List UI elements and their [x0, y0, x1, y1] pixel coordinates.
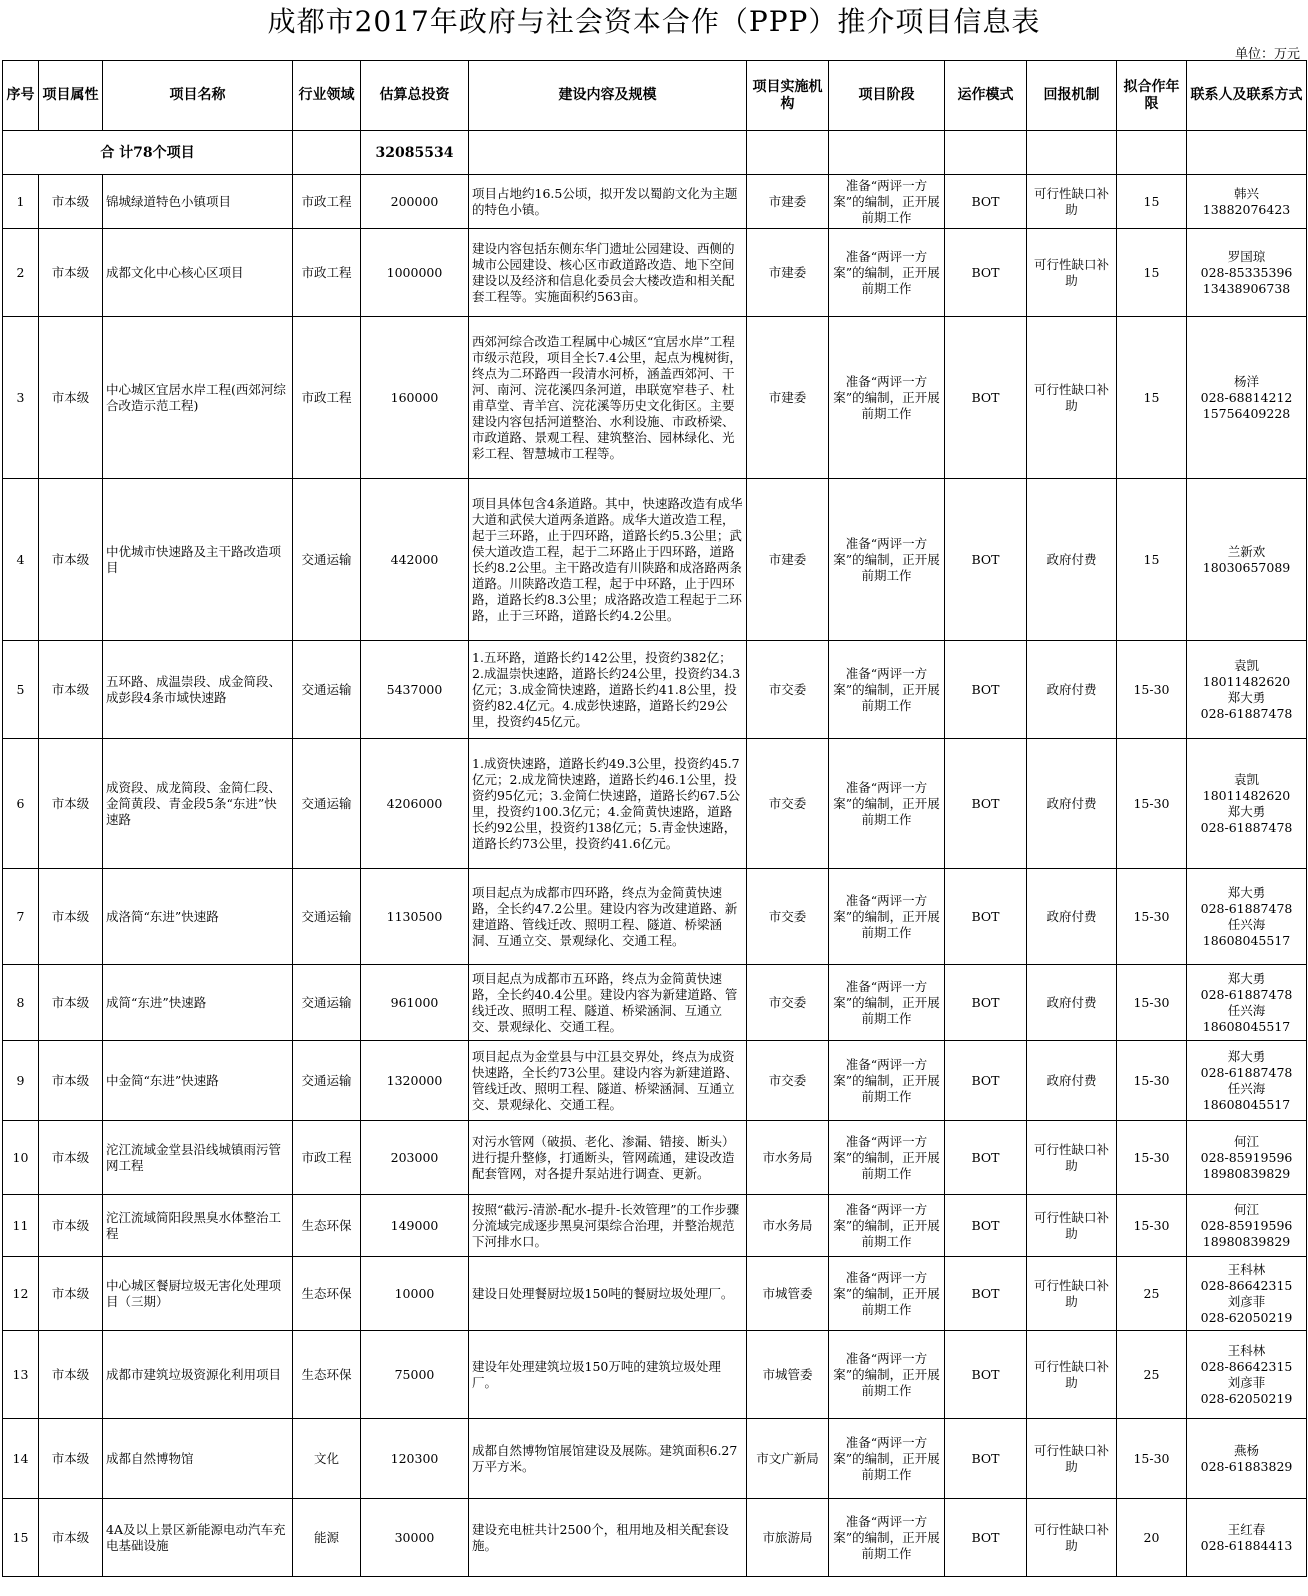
cell-content: 项目起点为金堂县与中江县交界处，终点为成资快速路，全长约73公里。建设内容为新建道路、管线迁改、照明工程、隧道、桥梁涵洞、互通立交、景观绿化、交通工程。 — [469, 1041, 747, 1121]
cell-stage: 准备“两评一方案”的编制，正开展前期工作 — [829, 175, 945, 229]
cell-mode: BOT — [945, 739, 1027, 869]
cell-industry: 交通运输 — [293, 739, 361, 869]
contact-line: 13438906738 — [1202, 280, 1291, 296]
header-seq: 序号 — [3, 61, 39, 131]
header-attr: 项目属性 — [39, 61, 103, 131]
contact-line: 18011482620 — [1202, 787, 1291, 803]
cell-invest: 5437000 — [361, 641, 469, 739]
cell-industry: 文化 — [293, 1419, 361, 1499]
header-agency: 项目实施机构 — [747, 61, 829, 131]
cell-content: 成都自然博物馆展馆建设及展陈。建筑面积6.27万平方米。 — [469, 1419, 747, 1499]
cell-name: 成资段、成龙简段、金简仁段、金简黄段、青金段5条“东进”快速路 — [103, 739, 293, 869]
cell-mode: BOT — [945, 1121, 1027, 1195]
cell-agency: 市建委 — [747, 175, 829, 229]
contact-line: 028-86642315 — [1200, 1277, 1293, 1293]
cell-years: 15-30 — [1117, 1121, 1187, 1195]
cell-content: 项目起点为成都市五环路，终点为金简黄快速路，全长约40.4公里。建设内容为新建道路、管线迁改、照明工程、隧道、桥梁涵洞、互通立交、景观绿化、交通工程。 — [469, 965, 747, 1041]
cell-return: 可行性缺口补助 — [1027, 1499, 1117, 1577]
table-row — [3, 1257, 1307, 1331]
cell-attr: 市本级 — [39, 1195, 103, 1257]
cell-contact — [1187, 317, 1307, 479]
cell-mode: BOT — [945, 965, 1027, 1041]
cell-mode: BOT — [945, 1041, 1027, 1121]
cell-agency: 市交委 — [747, 641, 829, 739]
cell-content: 建设内容包括东侧东华门遗址公园建设、西侧的城市公园建设、核心区市政道路改造、地下空间建设以及经济和信息化委员会大楼改造和相关配套工程等。实施面积约563亩。 — [469, 229, 747, 317]
cell-industry: 市政工程 — [293, 1121, 361, 1195]
cell-stage: 准备“两评一方案”的编制，正开展前期工作 — [829, 1195, 945, 1257]
contact-line: 郑大勇 — [1227, 970, 1266, 986]
cell-stage: 准备“两评一方案”的编制，正开展前期工作 — [829, 1419, 945, 1499]
cell-attr: 市本级 — [39, 1257, 103, 1331]
cell-years: 15-30 — [1117, 1195, 1187, 1257]
cell-years: 15-30 — [1117, 965, 1187, 1041]
cell-return: 政府付费 — [1027, 479, 1117, 641]
cell-contact — [1187, 739, 1307, 869]
contact-line: 袁凯 — [1233, 657, 1259, 673]
cell-name: 成都市建筑垃圾资源化利用项目 — [103, 1331, 293, 1419]
cell-name: 沱江流域金堂县沿线城镇雨污管网工程 — [103, 1121, 293, 1195]
header-stage: 项目阶段 — [829, 61, 945, 131]
cell-years: 15-30 — [1117, 1419, 1187, 1499]
total-empty-cell — [829, 131, 945, 175]
total-empty-cell — [1187, 131, 1307, 175]
cell-years: 15 — [1117, 479, 1187, 641]
contact-line: 杨洋 — [1233, 373, 1259, 389]
cell-years: 20 — [1117, 1499, 1187, 1577]
contact-line: 028-85335396 — [1200, 264, 1293, 280]
cell-industry: 能源 — [293, 1499, 361, 1577]
cell-seq: 8 — [3, 965, 39, 1041]
cell-attr: 市本级 — [39, 641, 103, 739]
cell-name: 五环路、成温崇段、成金简段、成彭段4条市域快速路 — [103, 641, 293, 739]
table-row — [3, 1041, 1307, 1121]
cell-return: 可行性缺口补助 — [1027, 1419, 1117, 1499]
cell-content: 建设日处理餐厨垃圾150吨的餐厨垃圾处理厂。 — [469, 1257, 747, 1331]
contact-line: 任兴海 — [1227, 1080, 1266, 1096]
cell-return: 可行性缺口补助 — [1027, 317, 1117, 479]
cell-invest: 1130500 — [361, 869, 469, 965]
contact-line: 028-68814212 — [1200, 389, 1293, 405]
total-empty-cell — [945, 131, 1027, 175]
cell-seq: 5 — [3, 641, 39, 739]
cell-seq: 2 — [3, 229, 39, 317]
cell-invest: 200000 — [361, 175, 469, 229]
cell-stage: 准备“两评一方案”的编制，正开展前期工作 — [829, 1257, 945, 1331]
cell-attr: 市本级 — [39, 739, 103, 869]
cell-return: 政府付费 — [1027, 739, 1117, 869]
table-row — [3, 1121, 1307, 1195]
cell-agency: 市建委 — [747, 229, 829, 317]
header-years: 拟合作年限 — [1117, 61, 1187, 131]
contact-line: 郑大勇 — [1227, 803, 1266, 819]
contact-line: 15756409228 — [1202, 405, 1291, 421]
table-row — [3, 175, 1307, 229]
cell-seq: 12 — [3, 1257, 39, 1331]
cell-stage: 准备“两评一方案”的编制，正开展前期工作 — [829, 317, 945, 479]
table-row — [3, 1419, 1307, 1499]
cell-mode: BOT — [945, 641, 1027, 739]
cell-return: 政府付费 — [1027, 1041, 1117, 1121]
total-empty-cell — [747, 131, 829, 175]
cell-agency: 市交委 — [747, 739, 829, 869]
total-row — [3, 131, 1307, 175]
cell-seq: 3 — [3, 317, 39, 479]
cell-invest: 149000 — [361, 1195, 469, 1257]
cell-attr: 市本级 — [39, 1041, 103, 1121]
cell-attr: 市本级 — [39, 1499, 103, 1577]
contact-line: 13882076423 — [1202, 201, 1291, 217]
cell-invest: 30000 — [361, 1499, 469, 1577]
cell-years: 25 — [1117, 1257, 1187, 1331]
cell-mode: BOT — [945, 479, 1027, 641]
contact-line: 18608045517 — [1202, 932, 1291, 948]
contact-line: 罗国琼 — [1227, 248, 1266, 264]
project-table — [2, 60, 1307, 1577]
cell-return: 可行性缺口补助 — [1027, 1195, 1117, 1257]
cell-name: 锦城绿道特色小镇项目 — [103, 175, 293, 229]
cell-return: 政府付费 — [1027, 641, 1117, 739]
cell-agency: 市水务局 — [747, 1121, 829, 1195]
page-title: 成都市2017年政府与社会资本合作（PPP）推介项目信息表 — [267, 5, 1041, 38]
contact-line: 028-85919596 — [1200, 1217, 1293, 1233]
contact-line: 028-61887478 — [1200, 1064, 1293, 1080]
contact-line: 028-61887478 — [1200, 819, 1293, 835]
cell-mode: BOT — [945, 1257, 1027, 1331]
cell-years: 15-30 — [1117, 641, 1187, 739]
cell-stage: 准备“两评一方案”的编制，正开展前期工作 — [829, 1331, 945, 1419]
contact-line: 18980839829 — [1202, 1233, 1291, 1249]
cell-name: 中心城区餐厨垃圾无害化处理项目（三期） — [103, 1257, 293, 1331]
contact-line: 任兴海 — [1227, 1002, 1266, 1018]
table-row — [3, 317, 1307, 479]
cell-content: 西郊河综合改造工程属中心城区“宜居水岸”工程市级示范段，项目全长7.4公里，起点为槐树街，终点为二环路西一段清水河桥，涵盖西郊河、干河、南河、浣花溪四条河道，串联宽窄巷子、杜甫草堂、青羊宫、浣花溪等历史文化街区。主要建设内容包括河道整治、水利设施、市政桥梁、市政道路、景观工程、建筑整治、园林绿化、光彩工程、智慧城市工程等。 — [469, 317, 747, 479]
cell-contact — [1187, 175, 1307, 229]
cell-content: 项目起点为成都市四环路，终点为金简黄快速路，全长约47.2公里。建设内容为改建道路、新建道路、管线迁改、照明工程、隧道、桥梁涵洞、互通立交、景观绿化、交通工程。 — [469, 869, 747, 965]
cell-seq: 6 — [3, 739, 39, 869]
cell-invest: 442000 — [361, 479, 469, 641]
cell-stage: 准备“两评一方案”的编制，正开展前期工作 — [829, 479, 945, 641]
cell-invest: 961000 — [361, 965, 469, 1041]
header-row — [3, 61, 1307, 131]
table-row — [3, 869, 1307, 965]
cell-industry: 市政工程 — [293, 229, 361, 317]
cell-contact — [1187, 1195, 1307, 1257]
cell-contact — [1187, 1121, 1307, 1195]
contact-line: 何江 — [1233, 1201, 1259, 1217]
cell-seq: 11 — [3, 1195, 39, 1257]
cell-name: 成洛简“东进”快速路 — [103, 869, 293, 965]
cell-contact — [1187, 1419, 1307, 1499]
cell-invest: 203000 — [361, 1121, 469, 1195]
cell-industry: 交通运输 — [293, 479, 361, 641]
header-name: 项目名称 — [103, 61, 293, 131]
cell-mode: BOT — [945, 1499, 1027, 1577]
contact-line: 028-61887478 — [1200, 705, 1293, 721]
cell-contact — [1187, 965, 1307, 1041]
cell-years: 15-30 — [1117, 869, 1187, 965]
cell-mode: BOT — [945, 869, 1027, 965]
contact-line: 兰新欢 — [1227, 543, 1266, 559]
header-invest: 估算总投资 — [361, 61, 469, 131]
cell-content: 项目占地约16.5公顷，拟开发以蜀韵文化为主题的特色小镇。 — [469, 175, 747, 229]
contact-line: 韩兴 — [1233, 185, 1259, 201]
cell-invest: 160000 — [361, 317, 469, 479]
cell-invest: 1000000 — [361, 229, 469, 317]
contact-line: 18011482620 — [1202, 673, 1291, 689]
cell-seq: 10 — [3, 1121, 39, 1195]
table-row — [3, 479, 1307, 641]
table-row — [3, 739, 1307, 869]
cell-years: 15 — [1117, 175, 1187, 229]
total-empty-cell — [1117, 131, 1187, 175]
contact-line: 刘彦菲 — [1227, 1293, 1266, 1309]
cell-stage: 准备“两评一方案”的编制，正开展前期工作 — [829, 869, 945, 965]
unit-label: 单位：万元 — [1234, 47, 1300, 62]
cell-stage: 准备“两评一方案”的编制，正开展前期工作 — [829, 1041, 945, 1121]
cell-seq: 9 — [3, 1041, 39, 1121]
contact-line: 郑大勇 — [1227, 1048, 1266, 1064]
cell-contact — [1187, 1041, 1307, 1121]
cell-return: 可行性缺口补助 — [1027, 229, 1117, 317]
table-row — [3, 965, 1307, 1041]
cell-name: 4A及以上景区新能源电动汽车充电基础设施 — [103, 1499, 293, 1577]
cell-return: 可行性缺口补助 — [1027, 1331, 1117, 1419]
cell-attr: 市本级 — [39, 1121, 103, 1195]
cell-invest: 75000 — [361, 1331, 469, 1419]
cell-attr: 市本级 — [39, 479, 103, 641]
total-invest: 32085534 — [361, 131, 469, 175]
cell-industry: 交通运输 — [293, 641, 361, 739]
cell-seq: 14 — [3, 1419, 39, 1499]
cell-attr: 市本级 — [39, 965, 103, 1041]
table-row — [3, 229, 1307, 317]
cell-years: 15-30 — [1117, 1041, 1187, 1121]
cell-attr: 市本级 — [39, 1419, 103, 1499]
cell-agency: 市交委 — [747, 1041, 829, 1121]
cell-name: 成都自然博物馆 — [103, 1419, 293, 1499]
cell-name: 成简“东进”快速路 — [103, 965, 293, 1041]
table-row — [3, 1195, 1307, 1257]
cell-stage: 准备“两评一方案”的编制，正开展前期工作 — [829, 1499, 945, 1577]
header-contact: 联系人及联系方式 — [1187, 61, 1307, 131]
cell-industry: 市政工程 — [293, 175, 361, 229]
cell-agency: 市建委 — [747, 479, 829, 641]
cell-stage: 准备“两评一方案”的编制，正开展前期工作 — [829, 1121, 945, 1195]
table-row — [3, 1331, 1307, 1419]
cell-content: 1.成资快速路，道路长约49.3公里，投资约45.7亿元；2.成龙简快速路，道路长约46.1公里，投资约95亿元；3.金简仁快速路，道路长约67.5公里，投资约100.3亿元；4.金简黄快速路，道路长约92公里，投资约138亿元；5.青金快速路，道路长约73公里，投资约41.6亿元。 — [469, 739, 747, 869]
cell-return: 政府付费 — [1027, 869, 1117, 965]
cell-seq: 7 — [3, 869, 39, 965]
contact-line: 028-61884413 — [1200, 1537, 1293, 1553]
cell-attr: 市本级 — [39, 317, 103, 479]
cell-invest: 4206000 — [361, 739, 469, 869]
contact-line: 18030657089 — [1202, 559, 1291, 575]
cell-agency: 市城管委 — [747, 1331, 829, 1419]
cell-years: 15-30 — [1117, 739, 1187, 869]
cell-agency: 市城管委 — [747, 1257, 829, 1331]
contact-line: 18608045517 — [1202, 1018, 1291, 1034]
cell-agency: 市旅游局 — [747, 1499, 829, 1577]
total-label: 合 计78个项目 — [3, 131, 293, 175]
contact-line: 燕杨 — [1233, 1442, 1259, 1458]
cell-industry: 交通运输 — [293, 1041, 361, 1121]
cell-content: 建设年处理建筑垃圾150万吨的建筑垃圾处理厂。 — [469, 1331, 747, 1419]
table-row — [3, 1499, 1307, 1577]
cell-return: 可行性缺口补助 — [1027, 1257, 1117, 1331]
cell-name: 中金简“东进”快速路 — [103, 1041, 293, 1121]
contact-line: 028-61883829 — [1200, 1458, 1293, 1474]
cell-name: 成都文化中心核心区项目 — [103, 229, 293, 317]
cell-mode: BOT — [945, 1331, 1027, 1419]
cell-contact — [1187, 229, 1307, 317]
contact-line: 18608045517 — [1202, 1096, 1291, 1112]
cell-agency: 市文广新局 — [747, 1419, 829, 1499]
contact-line: 任兴海 — [1227, 916, 1266, 932]
contact-line: 028-85919596 — [1200, 1149, 1293, 1165]
contact-line: 郑大勇 — [1227, 689, 1266, 705]
cell-return: 可行性缺口补助 — [1027, 1121, 1117, 1195]
contact-line: 028-61887478 — [1200, 900, 1293, 916]
contact-line: 028-86642315 — [1200, 1358, 1293, 1374]
cell-content: 按照“截污-清淤-配水-提升-长效管理”的工作步骤分流域完成逐步黑臭河渠综合治理，并整治规范下河排水口。 — [469, 1195, 747, 1257]
cell-industry: 市政工程 — [293, 317, 361, 479]
cell-agency: 市建委 — [747, 317, 829, 479]
cell-stage: 准备“两评一方案”的编制，正开展前期工作 — [829, 641, 945, 739]
total-empty-cell — [293, 131, 361, 175]
cell-years: 15 — [1117, 229, 1187, 317]
cell-mode: BOT — [945, 229, 1027, 317]
cell-seq: 15 — [3, 1499, 39, 1577]
cell-industry: 交通运输 — [293, 965, 361, 1041]
cell-content: 对污水管网（破损、老化、渗漏、错接、断头）进行提升整修，打通断头，管网疏通，建设改造配套管网，对各提升泵站进行调查、更新。 — [469, 1121, 747, 1195]
cell-stage: 准备“两评一方案”的编制，正开展前期工作 — [829, 739, 945, 869]
contact-line: 刘彦菲 — [1227, 1374, 1266, 1390]
cell-return: 政府付费 — [1027, 965, 1117, 1041]
contact-line: 何江 — [1233, 1133, 1259, 1149]
header-content: 建设内容及规模 — [469, 61, 747, 131]
cell-invest: 1320000 — [361, 1041, 469, 1121]
contact-line: 王科林 — [1227, 1261, 1266, 1277]
cell-mode: BOT — [945, 317, 1027, 479]
cell-attr: 市本级 — [39, 1331, 103, 1419]
cell-content: 项目具体包含4条道路。其中，快速路改造有成华大道和武侯大道两条道路。成华大道改造工程，起于三环路，止于四环路，道路长约5.3公里；武侯大道改造工程，起于二环路止于四环路，道路长约8.2公里。主干路改造有川陕路和成洛路两条道路。川陕路改造工程，起于中环路，止于四环路，道路长约8.3公里；成洛路改造工程起于二环路，止于三环路，道路长约4.2公里。 — [469, 479, 747, 641]
cell-mode: BOT — [945, 1419, 1027, 1499]
cell-name: 沱江流域简阳段黑臭水体整治工程 — [103, 1195, 293, 1257]
contact-line: 袁凯 — [1233, 771, 1259, 787]
cell-contact — [1187, 641, 1307, 739]
cell-name: 中心城区宜居水岸工程(西郊河综合改造示范工程) — [103, 317, 293, 479]
table-row — [3, 641, 1307, 739]
contact-line: 18980839829 — [1202, 1165, 1291, 1181]
total-empty-cell — [1027, 131, 1117, 175]
contact-line: 郑大勇 — [1227, 884, 1266, 900]
cell-seq: 4 — [3, 479, 39, 641]
cell-agency: 市交委 — [747, 869, 829, 965]
cell-agency: 市水务局 — [747, 1195, 829, 1257]
header-mode: 运作模式 — [945, 61, 1027, 131]
cell-seq: 1 — [3, 175, 39, 229]
header-industry: 行业领域 — [293, 61, 361, 131]
contact-line: 028-62050219 — [1200, 1390, 1293, 1406]
cell-invest: 120300 — [361, 1419, 469, 1499]
cell-mode: BOT — [945, 1195, 1027, 1257]
cell-return: 可行性缺口补助 — [1027, 175, 1117, 229]
cell-years: 15 — [1117, 317, 1187, 479]
cell-mode: BOT — [945, 175, 1027, 229]
cell-stage: 准备“两评一方案”的编制，正开展前期工作 — [829, 965, 945, 1041]
total-empty-cell — [469, 131, 747, 175]
unit-row — [0, 42, 1308, 60]
cell-industry: 交通运输 — [293, 869, 361, 965]
cell-stage: 准备“两评一方案”的编制，正开展前期工作 — [829, 229, 945, 317]
cell-name: 中优城市快速路及主干路改造项目 — [103, 479, 293, 641]
cell-agency: 市交委 — [747, 965, 829, 1041]
cell-contact — [1187, 1331, 1307, 1419]
contact-line: 028-62050219 — [1200, 1309, 1293, 1325]
cell-contact — [1187, 869, 1307, 965]
cell-content: 1.五环路，道路长约142公里，投资约382亿；2.成温崇快速路，道路长约24公里，投资约34.3亿元；3.成金简快速路，道路长约41.8公里，投资约82.4亿元。4.成彭快速路，道路长约29公里，投资约45亿元。 — [469, 641, 747, 739]
header-return: 回报机制 — [1027, 61, 1117, 131]
cell-contact — [1187, 479, 1307, 641]
cell-content: 建设充电桩共计2500个，租用地及相关配套设施。 — [469, 1499, 747, 1577]
contact-line: 028-61887478 — [1200, 986, 1293, 1002]
cell-invest: 10000 — [361, 1257, 469, 1331]
cell-years: 25 — [1117, 1331, 1187, 1419]
contact-line: 王科林 — [1227, 1342, 1266, 1358]
cell-industry: 生态环保 — [293, 1195, 361, 1257]
cell-attr: 市本级 — [39, 175, 103, 229]
cell-industry: 生态环保 — [293, 1331, 361, 1419]
cell-seq: 13 — [3, 1331, 39, 1419]
cell-attr: 市本级 — [39, 869, 103, 965]
cell-contact — [1187, 1257, 1307, 1331]
contact-line: 王红春 — [1227, 1521, 1266, 1537]
cell-contact — [1187, 1499, 1307, 1577]
cell-attr: 市本级 — [39, 229, 103, 317]
cell-industry: 生态环保 — [293, 1257, 361, 1331]
